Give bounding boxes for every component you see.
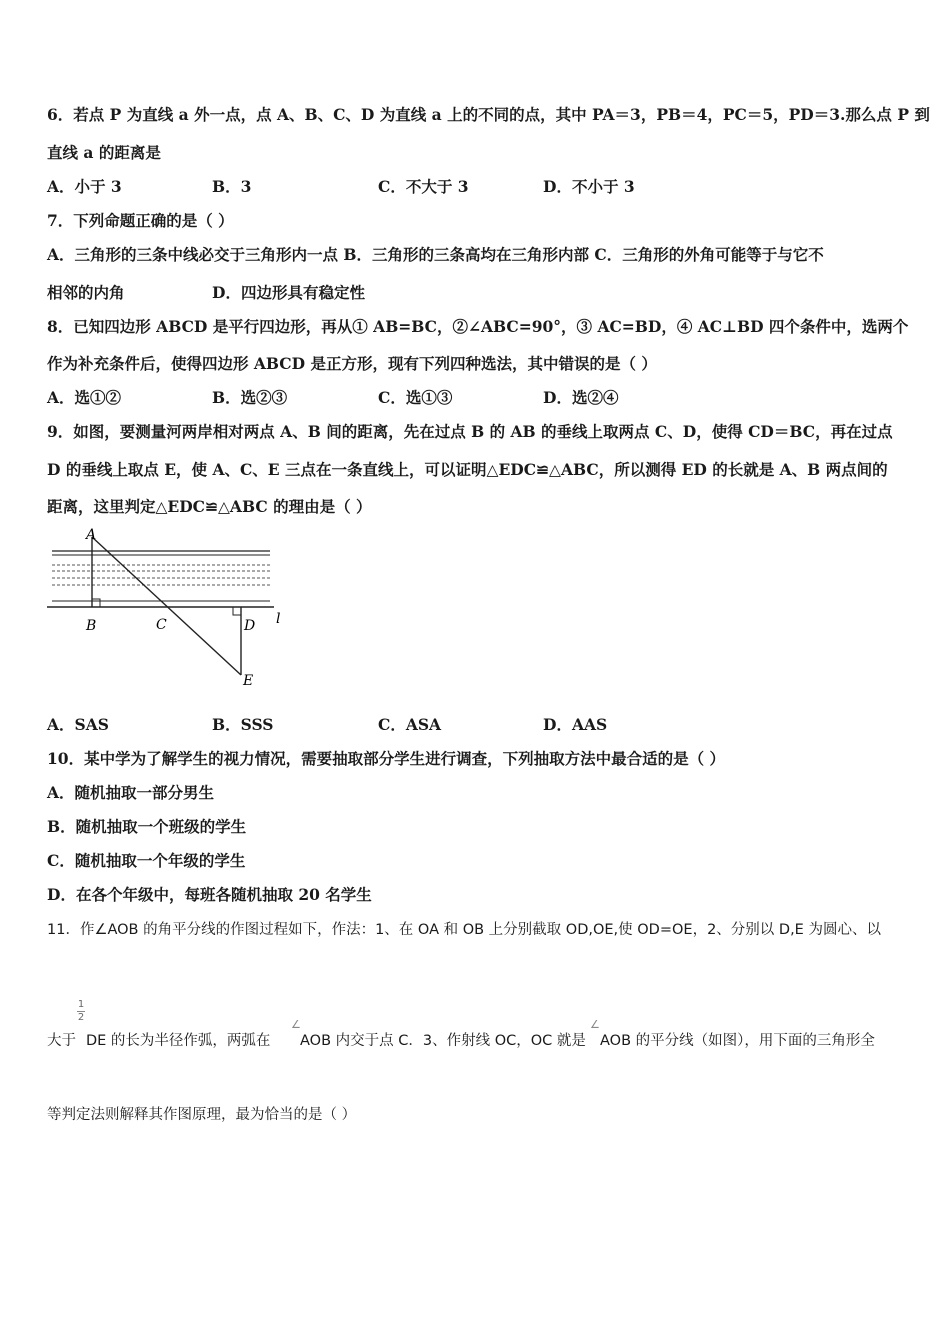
q9-option-d: D．AAS: [543, 715, 608, 734]
q11-line-2-b: DE 的长为半径作弧，两弧在: [86, 1033, 271, 1049]
label-b: B: [86, 618, 97, 634]
q6-line-2: 直线 a 的距离是: [47, 143, 161, 162]
q11-line-2-c: AOB 内交于点 C．3、作射线 OC，OC 就是: [300, 1033, 586, 1049]
q11-frac-denominator: 2: [77, 1012, 85, 1023]
q9-option-c: C．ASA: [378, 715, 442, 734]
q9-option-a: A．SAS: [47, 715, 109, 734]
label-e: E: [243, 673, 254, 689]
q11-fraction-half: [77, 1000, 85, 1023]
q8-option-a: A．选①②: [47, 388, 122, 407]
q8-option-c: C．选①③: [378, 388, 453, 407]
q10-option-d: D．在各个年级中，每班各随机抽取 20 名学生: [47, 885, 372, 904]
label-d: D: [244, 618, 256, 634]
q7-option-d: D．四边形具有稳定性: [212, 283, 365, 302]
label-c: C: [156, 617, 167, 633]
q10-stem: 10．某中学为了解学生的视力情况，需要抽取部分学生进行调查，下列抽取方法中最合适的是（ ）: [47, 749, 725, 768]
q10-option-a: A．随机抽取一部分男生: [47, 783, 215, 802]
segment-ae: [92, 537, 241, 675]
q10-option-c: C．随机抽取一个年级的学生: [47, 851, 246, 870]
q9-river-figure: [44, 525, 294, 695]
q9-line-1: 9．如图，要测量河两岸相对两点 A、B 间的距离，先在过点 B 的 AB 的垂线上取两点 C、D，使得 CD＝BC，再在过点: [47, 422, 893, 441]
q6-option-a: A．小于 3: [47, 177, 122, 196]
right-angle-d: [233, 607, 241, 615]
q11-frac-numerator: 1: [77, 999, 85, 1010]
q6-option-d: D．不小于 3: [543, 177, 635, 196]
q6-option-c: C．不大于 3: [378, 177, 469, 196]
q8-line-1: 8．已知四边形 ABCD 是平行四边形，再从① AB=BC，②∠ABC=90°，③ AC=BD，④ AC⊥BD 四个条件中，选两个: [47, 317, 909, 336]
q11-line-1: 11．作∠AOB 的角平分线的作图过程如下，作法：1、在 OA 和 OB 上分别截取 OD,OE,使 OD=OE，2、分别以 D,E 为圆心、以: [47, 922, 881, 938]
q7-stem: 7．下列命题正确的是（ ）: [47, 211, 234, 230]
q8-option-b: B．选②③: [212, 388, 288, 407]
q11-line-2-a: 大于: [47, 1033, 76, 1049]
q11-angle-mark-1: ∠: [291, 1018, 301, 1031]
q6-option-b: B．3: [212, 177, 252, 196]
q8-line-2: 作为补充条件后，使得四边形 ABCD 是正方形，现有下列四种选法，其中错误的是（ ）: [47, 354, 657, 373]
q9-line-3: 距离，这里判定△EDC≌△ABC 的理由是（ ）: [47, 497, 372, 516]
label-a: A: [86, 527, 97, 543]
q11-line-2-d: AOB 的平分线（如图），用下面的三角形全: [600, 1033, 875, 1049]
right-angle-b: [92, 599, 100, 607]
q9-option-b: B．SSS: [212, 715, 274, 734]
q6-line-1: 6．若点 P 为直线 a 外一点，点 A、B、C、D 为直线 a 上的不同的点，其中 PA＝3，PB＝4，PC＝5，PD＝3.那么点 P 到: [47, 105, 930, 124]
label-l: l: [276, 611, 281, 627]
q7-options-line-1: A．三角形的三条中线必交于三角形内一点 B．三角形的三条高均在三角形内部 C．三角形的外角可能等于与它不: [47, 245, 824, 264]
q11-angle-mark-2: ∠: [590, 1018, 600, 1031]
q7-options-line-2-a: 相邻的内角: [47, 283, 125, 302]
q11-line-3: 等判定法则解释其作图原理，最为恰当的是（ ）: [47, 1107, 357, 1123]
q10-option-b: B．随机抽取一个班级的学生: [47, 817, 247, 836]
q9-line-2: D 的垂线上取点 E，使 A、C、E 三点在一条直线上，可以证明△EDC≌△ABC，所以测得 ED 的长就是 A、B 两点间的: [47, 460, 888, 479]
q8-option-d: D．选②④: [543, 388, 619, 407]
